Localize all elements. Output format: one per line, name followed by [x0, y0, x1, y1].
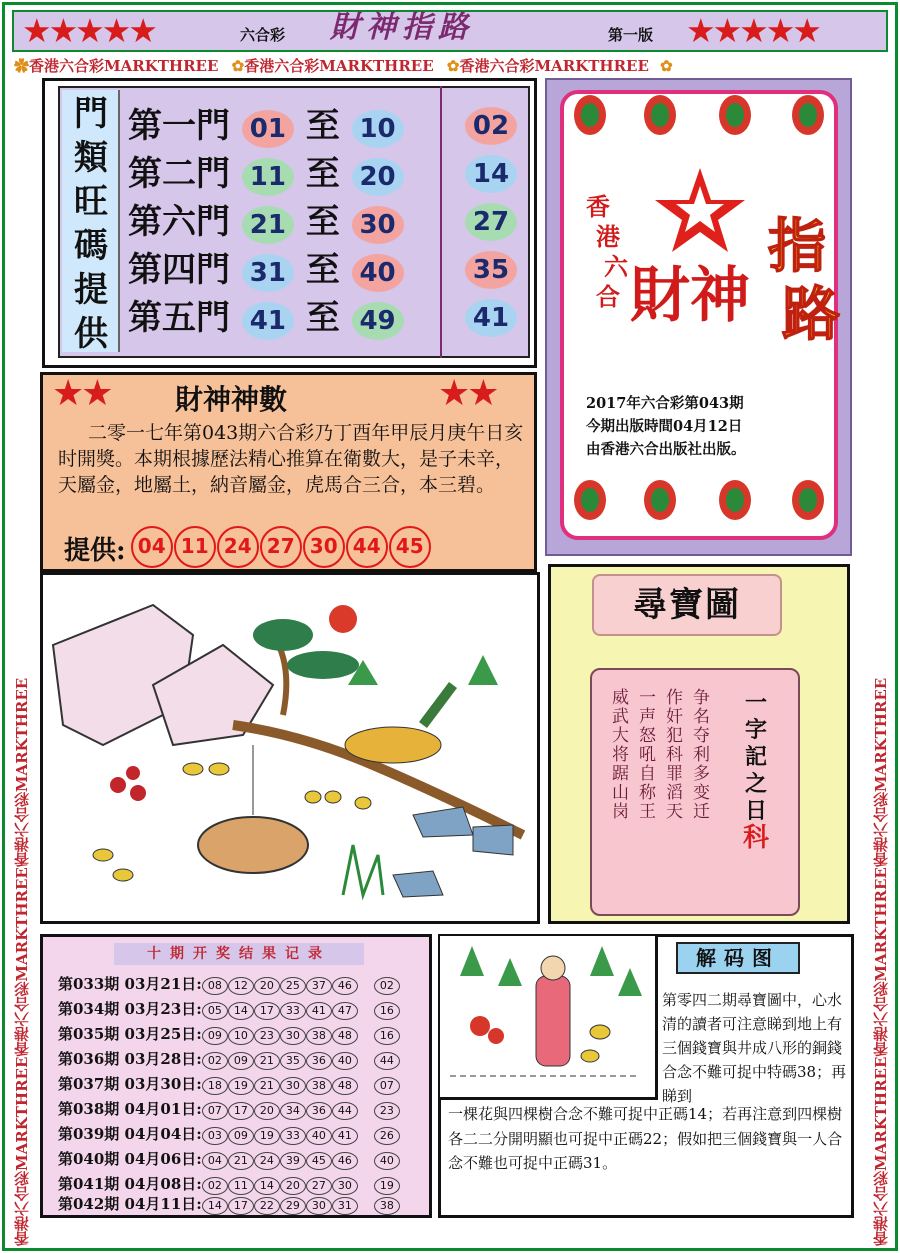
table-row: 第033期 03月21日: 08 12 20 25 37 46 02	[58, 972, 400, 997]
person-icon	[536, 976, 570, 1066]
door-label: 第一門	[128, 106, 230, 146]
flower-icon: ✿	[660, 57, 673, 75]
fortune-text: 二零一七年第043期六合彩乃丁酉年甲辰月庚午日亥时開獎。本期根據歷法精心推算在衛數大，是子未辛，天屬金，地屬土，納音屬金，虎馬合三合，本三碧。	[58, 422, 524, 496]
poem-columns	[608, 688, 709, 821]
poem-column: 争名夺利多变迁	[689, 688, 709, 821]
door-from-ball: 01	[242, 110, 294, 148]
fortune-stars-left: ★★	[52, 373, 111, 414]
decode-title: 解码图	[676, 942, 800, 974]
side-char: 供	[74, 314, 108, 354]
fortune-number: 45	[389, 526, 431, 568]
door-to-ball: 30	[352, 206, 404, 244]
poster-info: 2017年六合彩第043期 今期出版時間04月12日 由香港六合出版社出版。	[586, 395, 746, 458]
poem-column: 作奸犯科罪滔天	[662, 688, 682, 821]
fortune-title: 財神神數	[175, 383, 288, 416]
fortune-number: 30	[303, 526, 345, 568]
coin-icon	[590, 1025, 610, 1039]
decode-text-bottom: 一棵花與四棵樹合念不難可捉中正碼14；若再注意到四棵樹各二二分開明顯也可捉中正碼22；假如把三個錢寶與一人合念不難也可捉中正碼31。	[448, 1105, 843, 1172]
tree-icon	[468, 655, 498, 685]
table-row: 第039期 04月04日: 03 09 19 33 40 41 26	[58, 1122, 400, 1147]
flower-icon: ✿	[14, 57, 30, 75]
side-char: 旺	[74, 182, 108, 222]
tree-icon	[498, 958, 522, 986]
page-title: 財神指路	[330, 10, 474, 45]
poster-big-chars: 財神	[630, 261, 750, 331]
marquee-left: 香港六合彩MARKTHREE香港六合彩MARKTHREE香港六合彩MARKTHREE	[13, 677, 31, 1246]
poster-small-chars: 香 港 六 合	[586, 192, 628, 311]
grass-icon	[343, 845, 383, 895]
table-row: 第041期 04月08日: 02 11 14 20 27 30 19	[58, 1172, 400, 1197]
door-from-ball: 11	[242, 158, 294, 196]
door-to-word: 至	[305, 250, 340, 290]
fortune-numbers	[64, 526, 432, 568]
table-row: 第040期 04月06日: 04 21 24 39 45 46 40	[58, 1147, 400, 1172]
fortune-number: 24	[217, 526, 259, 568]
door-label: 第四門	[128, 250, 230, 290]
basket-icon	[198, 817, 308, 873]
door-to-word: 至	[305, 202, 340, 242]
door-row	[128, 102, 404, 150]
leaves-icon	[253, 619, 313, 651]
door-side-caption	[62, 90, 120, 352]
door-to-ball: 40	[352, 254, 404, 292]
door-to-ball: 49	[352, 302, 404, 340]
poem-column: 威武大将踞山岗	[608, 688, 628, 821]
bird-icon	[345, 727, 441, 763]
tree-icon	[590, 946, 614, 976]
door-label: 第六門	[128, 202, 230, 242]
door-to-word: 至	[305, 154, 340, 194]
stone-icon	[393, 871, 443, 897]
door-pick-column	[465, 107, 517, 337]
header-stars-left: ★★★★★	[22, 11, 155, 50]
door-row	[128, 150, 404, 198]
coin-icon	[305, 791, 321, 803]
flower-icon: ✿	[446, 57, 460, 75]
door-label: 第五門	[128, 298, 230, 338]
side-char: 碼	[74, 226, 108, 266]
results-title: 十期开奖结果记录	[114, 943, 364, 965]
door-pick-ball: 35	[465, 251, 517, 289]
table-row: 第035期 03月25日: 09 10 23 30 38 48 16	[58, 1022, 400, 1047]
fortune-number: 44	[346, 526, 388, 568]
riddle-picture-panel	[40, 572, 540, 924]
door-to-ball: 10	[352, 110, 404, 148]
door-to-word: 至	[305, 298, 340, 338]
door-divider	[440, 86, 442, 358]
flower-icon: ✿	[231, 57, 245, 75]
door-row	[128, 294, 404, 342]
ingot-icon	[93, 849, 113, 861]
door-from-ball: 21	[242, 206, 294, 244]
marquee-right: 香港六合彩MARKTHREE香港六合彩MARKTHREE香港六合彩MARKTHREE	[872, 677, 890, 1246]
door-pick-ball: 14	[465, 155, 517, 193]
table-row: 第038期 04月01日: 07 17 20 34 36 44 23	[58, 1097, 400, 1122]
sun-icon	[329, 605, 357, 633]
door-pick-ball: 02	[465, 107, 517, 145]
door-row	[128, 198, 404, 246]
fortune-number: 11	[174, 526, 216, 568]
side-char: 類	[74, 138, 108, 178]
table-row: 第037期 03月30日: 18 19 21 30 38 48 07	[58, 1072, 400, 1097]
tree-icon	[460, 946, 484, 976]
poster-yellow-chars: 指 路	[768, 212, 841, 348]
door-from-ball: 31	[242, 254, 294, 292]
fortune-stars-right: ★★	[438, 373, 497, 414]
header-lottery-label: 六合彩	[240, 26, 286, 44]
side-char: 提	[74, 270, 108, 310]
marquee-top: ✿香港六合彩MARKTHREE ✿香港六合彩MARKTHREE ✿香港六合彩MARKTHREE ✿	[14, 57, 673, 75]
header-stars-right: ★★★★★	[686, 11, 819, 50]
table-row: 第042期 04月11日: 14 17 22 29 30 31 38	[58, 1192, 400, 1217]
door-row	[128, 246, 404, 294]
stone-icon	[473, 825, 513, 855]
door-to-word: 至	[305, 106, 340, 146]
riddle-phrase: 一 字 記 之 日 科	[742, 690, 769, 853]
fortune-number: 27	[260, 526, 302, 568]
poem-column: 一声怒吼自称王	[635, 688, 655, 821]
fortune-number: 04	[131, 526, 173, 568]
side-char: 門	[74, 94, 108, 134]
door-to-ball: 20	[352, 158, 404, 196]
decode-text-right: 第零四二期尋寶圖中，心水清的讀者可注意睇到地上有三個錢寶與井成八形的銅錢合念不難可捉中特碼38；再睇到	[662, 991, 847, 1105]
stone-icon	[413, 807, 473, 837]
door-pick-ball: 27	[465, 203, 517, 241]
door-from-ball: 41	[242, 302, 294, 340]
decode-illustration	[440, 936, 658, 1100]
door-pick-ball: 41	[465, 299, 517, 337]
door-label: 第二門	[128, 154, 230, 194]
fortune-provide-label: 提供:	[64, 536, 126, 566]
table-row: 第034期 03月23日: 05 14 17 33 41 47 16	[58, 997, 400, 1022]
table-row: 第036期 03月28日: 02 09 21 35 36 40 44	[58, 1047, 400, 1072]
riddle-illustration	[43, 575, 537, 921]
tree-icon	[618, 968, 642, 996]
treasure-title: 尋寶圖	[592, 574, 782, 636]
flower-icon	[470, 1016, 490, 1036]
header-edition-label: 第一版	[608, 26, 654, 44]
